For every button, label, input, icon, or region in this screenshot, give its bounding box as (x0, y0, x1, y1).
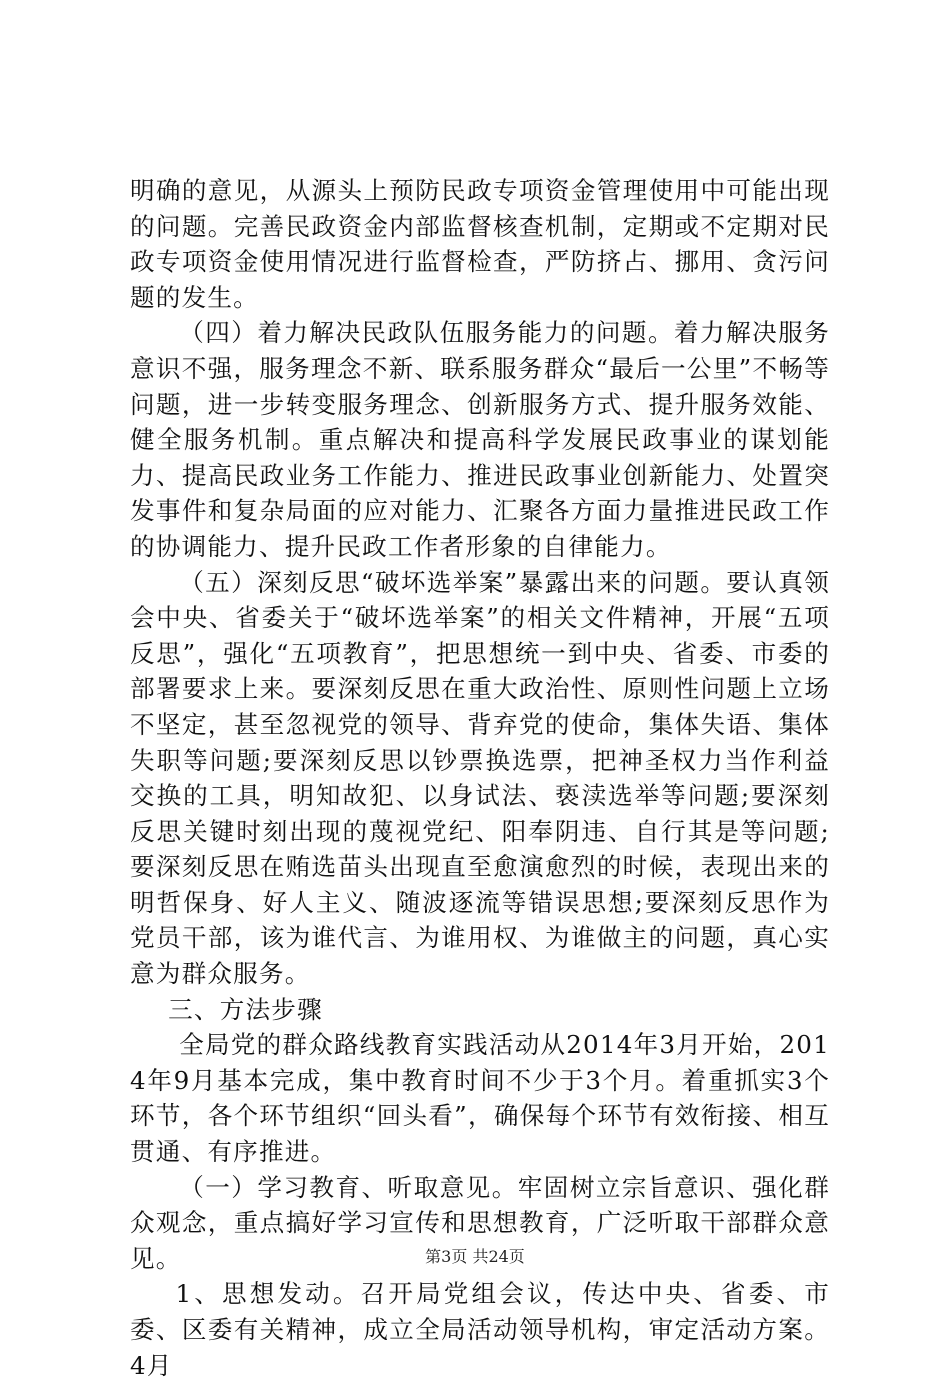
document-body (130, 173, 830, 1383)
page-footer: 第3页 共24页 (425, 1247, 525, 1266)
paragraph-item-one: 1、思想发动。召开局党组会议，传达中央、省委、市委、区委有关精神，成立全局活动领导机构，审定活动方案。4月 (130, 1279, 830, 1380)
paragraph-subsection-one: （一）学习教育、听取意见。牢固树立宗旨意识、强化群众观念，重点搞好学习宣传和思想教育，广泛听取干部群众意见。 (130, 1172, 830, 1273)
paragraph-methods-intro: 全局党的群众路线教育实践活动从2014年3月开始，2014年9月基本完成，集中教育时间不少于3个月。着重抓实3个环节，各个环节组织“回头看”，确保每个环节有效衔接、相互贯通、有序推进。 (130, 1030, 830, 1167)
paragraph-section-five: （五）深刻反思“破坏选举案”暴露出来的问题。要认真领会中央、省委关于“破坏选举案”的相关文件精神，开展“五项反思”，强化“五项教育”，把思想统一到中央、省委、市委的部署要求上来。要深刻反思在重大政治性、原则性问题上立场不坚定，甚至忽视党的领导、背弃党的使命，集体失语、集体失职等问题;要深刻反思以钞票换选票，把神圣权力当作利益交换的工具，明知故犯、以身试法、亵渎选举等问题;要深刻反思关键时刻出现的蔑视党纪、阳奉阴违、自行其是等问题;要深刻反思在贿选苗头出现直至愈演愈烈的时候，表现出来的明哲保身、好人主义、随波逐流等错误思想;要深刻反思作为党员干部，该为谁代言、为谁用权、为谁做主的问题，真心实意为群众服务。 (130, 567, 830, 989)
paragraph-section-four: （四）着力解决民政队伍服务能力的问题。着力解决服务意识不强，服务理念不新、联系服务群众“最后一公里”不畅等问题，进一步转变服务理念、创新服务方式、提升服务效能、健全服务机制。重点解决和提高科学发展民政事业的谋划能力、提高民政业务工作能力、推进民政事业创新能力、处置突发事件和复杂局面的应对能力、汇聚各方面力量推进民政工作的协调能力、提升民政工作者形象的自律能力。 (130, 318, 830, 561)
paragraph-continuation: 明确的意见，从源头上预防民政专项资金管理使用中可能出现的问题。完善民政资金内部监督核查机制，定期或不定期对民政专项资金使用情况进行监督检查，严防挤占、挪用、贪污问题的发生。 (130, 176, 830, 312)
section-heading-methods: 三、方法步骤 (168, 994, 323, 1024)
